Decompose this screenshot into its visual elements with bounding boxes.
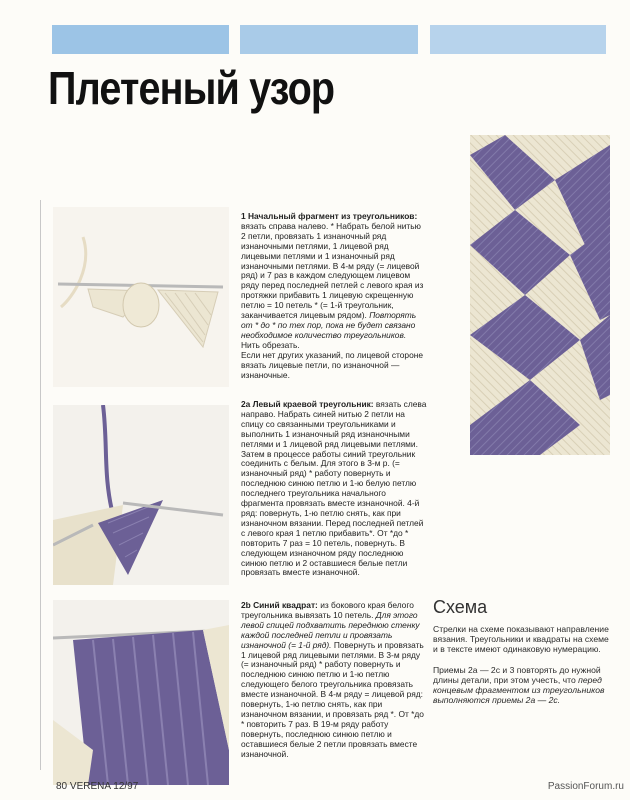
section-1-text xyxy=(241,212,427,380)
section-1-line2: Нить обрезать. xyxy=(241,339,300,350)
page-footer xyxy=(56,781,138,792)
section-1-body: вязать справа налево. * Набрать белой нитью 2 петли, провязать 1 изнаночный ряд изнаночными петлями, 1 лицевой ряд лицевыми петлями и 1 изнаночный ряд изнаночными петлями. В 4-м ряду (= лицевой ряд) и 7 раз в каждом следующем лицевом ряду перед последней петлей с левого края из протяжки прибавить 1 лицевую скрещенную петлю = 10 петель * (= 1-й треугольник, заканчивается лицевым рядом). xyxy=(241,220,424,321)
header-bar-3 xyxy=(430,25,606,54)
schema-text xyxy=(433,624,611,715)
schema-title: Схема xyxy=(433,597,488,617)
section-2a-heading: 2a Левый краевой треугольник: xyxy=(241,399,374,409)
section-1-line3: Если нет других указаний, по лицевой стороне вязать лицевые петли, по изнаночной — изнаночные. xyxy=(241,349,424,380)
header-bar-2 xyxy=(240,25,418,54)
photo-entrelac-sample xyxy=(470,135,610,455)
schema-p2-italic: перед концевым фрагментом из треугольников выполняются приемы 2а — 2c. xyxy=(433,674,605,706)
schema-paragraph-2 xyxy=(433,665,611,706)
section-2b-heading: 2b Синий квадрат: xyxy=(241,600,318,610)
watermark: PassionForum.ru xyxy=(547,781,624,792)
page-title: Плетеный узор xyxy=(48,62,335,114)
margin-divider xyxy=(40,200,41,770)
magazine-issue: VERENA 12/97 xyxy=(69,781,139,792)
section-2a-text xyxy=(241,400,427,578)
section-1-heading: 1 Начальный фрагмент из треугольников: xyxy=(241,211,418,221)
section-2b-italic: Для этого левой спицей подхватить переднюю стенку каждой последней петли и провязать изнаночной (= 1-й ряд). xyxy=(241,609,420,650)
section-2a-body: вязать слева направо. Набрать синей нитью 2 петли на спицу со связанными треугольниками и выполнить 1 изнаночный ряд изнаночными петлями и 1 лицевой ряд лицевыми петлями. Затем в процессе работы синий треугольник соединить с белым. Для этого в 3-м р. (= изнаночный ряд) * работу повернуть и последнюю синюю петлю и 1-ю белую петлю последнего треугольника начального фрагмента провязать вместе изнаночной. 4-й ряд: повернуть, 1-ю петлю снять, как при изнаночном вязании. Перед последней петлей с левого края 1 петлю прибавить*. От *до * повторить 7 раз = 10 петель, повернуть. В следующем изнаночном ряду последнюю синюю петлю и 2 оставшиеся белые петли провязать вместе изнаночной. xyxy=(241,399,427,578)
schema-p2-start: Приемы 2а — 2c и 3 повторять до нужной длины детали, при этом учесть, что xyxy=(433,664,601,685)
section-2b-line2: Повернуть и провязать 1 лицевой ряд лицевыми петлями. В 3-м ряду (= изнаночный ряд) * работу повернуть и последнюю синюю петлю и 1-ю петлю следующего белого треугольника провязать вместе изнаночной. В 4-м ряду = лицевой ряд: повернуть, 1-ю петлю снять, как при изнаночном вязании, и провязать ряд *. От *до * повторить 7 раз. В 19-м ряду работу повернуть, последнюю синюю петлю и оставшиеся белые 2 петли провязать вместе изнаночной. xyxy=(241,639,424,759)
section-1-italic: Повторять от * до * по тех пор, пока не будет связано необходимое количество треугольников. xyxy=(241,310,417,340)
header-bar-1 xyxy=(52,25,229,54)
page-number: 80 xyxy=(56,781,68,792)
schema-paragraph-1: Стрелки на схеме показывают направление вязания. Треугольники и квадраты на схеме и в тексте имеют одинаковую нумерацию. xyxy=(433,624,609,655)
photo-initial-triangles xyxy=(53,207,229,387)
photo-left-edge-triangle xyxy=(53,405,229,585)
section-2b-text xyxy=(241,601,427,760)
section-2b-body: из бокового края белого треугольника вывязать 10 петель. xyxy=(241,600,414,620)
photo-blue-square xyxy=(53,600,229,785)
